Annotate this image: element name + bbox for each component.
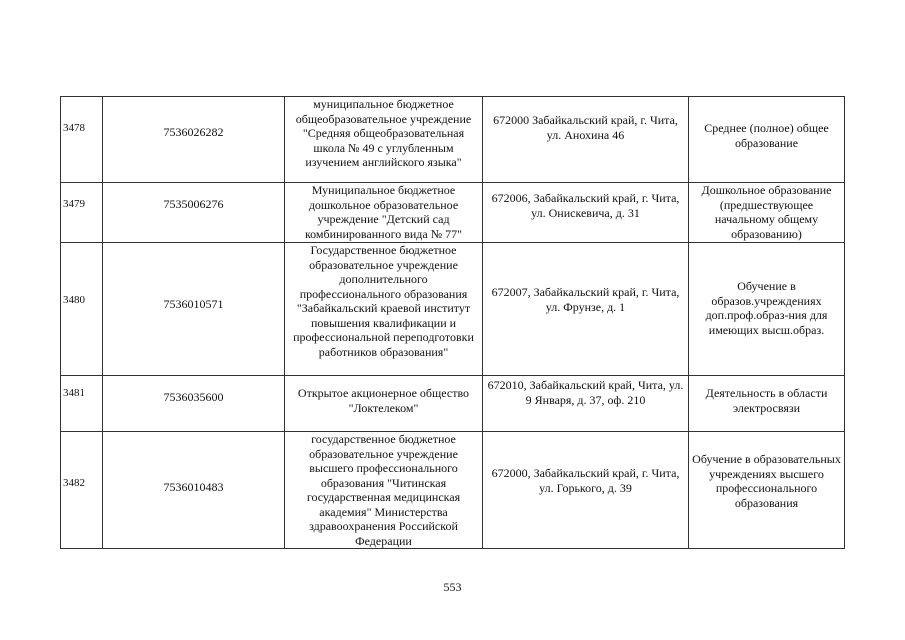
row-number: 3481: [61, 376, 103, 432]
table-row: [61, 243, 845, 376]
address-cell: 672000 Забайкальский край, г. Чита, ул. Анохина 46: [483, 97, 689, 183]
activity-cell: Среднее (полное) общее образование: [689, 97, 845, 183]
table-row: [61, 97, 845, 183]
table-row: [61, 376, 845, 432]
address-cell: 672000, Забайкальский край, г. Чита, ул. Горького, д. 39: [483, 432, 689, 549]
organization-cell: Муниципальное бюджетное дошкольное образовательное учреждение "Детский сад комбинированного вида № 77": [285, 183, 483, 243]
table-row: [61, 183, 845, 243]
inn-cell: 7536026282: [103, 97, 285, 183]
organization-cell: муниципальное бюджетное общеобразовательное учреждение "Средняя общеобразовательная школа № 49 с углубленным изучением английского языка": [285, 97, 483, 183]
row-number: 3479: [61, 183, 103, 243]
row-number: 3480: [61, 243, 103, 376]
address-cell: 672010, Забайкальский край, Чита, ул. 9 Января, д. 37, оф. 210: [483, 376, 689, 432]
inn-cell: 7535006276: [103, 183, 285, 243]
address-cell: 672006, Забайкальский край, г. Чита, ул. Онискевича, д. 31: [483, 183, 689, 243]
table-row: [61, 432, 845, 549]
registry-table: [60, 96, 845, 549]
activity-cell: Обучение в образов.учреждениях доп.проф.образ-ния для имеющих высш.образ.: [689, 243, 845, 376]
activity-cell: Деятельность в области электросвязи: [689, 376, 845, 432]
activity-cell: Обучение в образовательных учреждениях высшего профессионального образования: [689, 432, 845, 549]
organization-cell: государственное бюджетное образовательное учреждение высшего профессионального образования "Читинская государственная медицинская академия" Министерства здравоохранения Российской Федерации: [285, 432, 483, 549]
page-number: 553: [443, 580, 462, 594]
row-number: 3478: [61, 97, 103, 183]
organization-cell: Открытое акционерное общество "Локтелеком": [285, 376, 483, 432]
inn-cell: 7536010483: [103, 432, 285, 549]
row-number: 3482: [61, 432, 103, 549]
address-cell: 672007, Забайкальский край, г. Чита, ул. Фрунзе, д. 1: [483, 243, 689, 376]
inn-cell: 7536035600: [103, 376, 285, 432]
inn-cell: 7536010571: [103, 243, 285, 376]
activity-cell: Дошкольное образование (предшествующее начальному общему образованию): [689, 183, 845, 243]
organization-cell: Государственное бюджетное образовательное учреждение дополнительного профессионального образования "Забайкальский краевой институт повышения квалификации и профессиональной переподготовки работников образования": [285, 243, 483, 376]
